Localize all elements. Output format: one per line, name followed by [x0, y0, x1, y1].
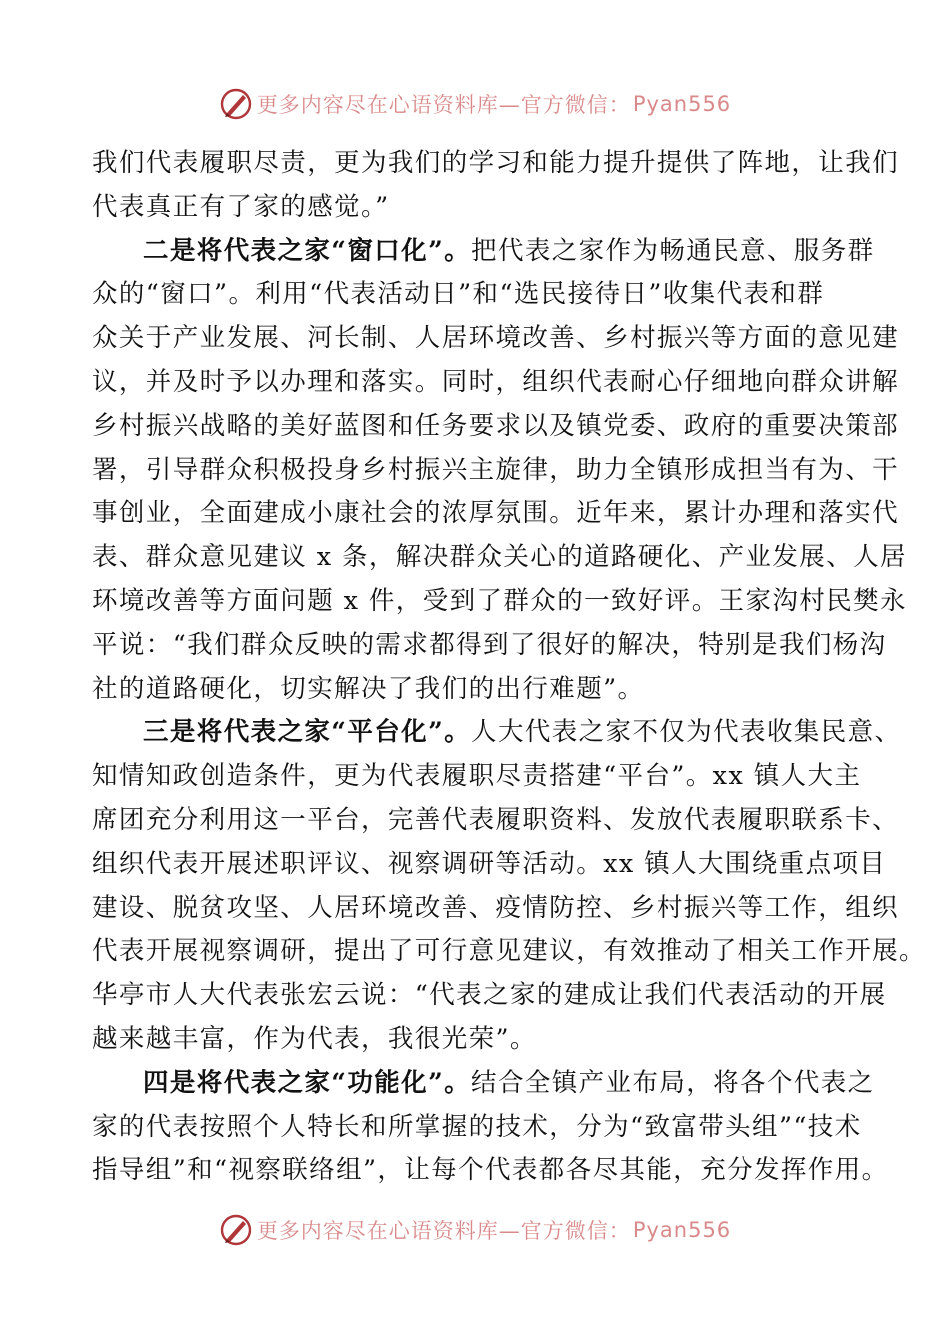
paragraph-2-line-5: 乡村振兴战略的美好蓝图和任务要求以及镇党委、政府的重要决策部 [92, 410, 900, 441]
paragraph-2-line-2: 众的“窗口”。利用“代表活动日”和“选民接待日”收集代表和群 [92, 279, 825, 310]
paragraph-3-heading: 三是将代表之家“平台化”。 [143, 717, 472, 748]
footer-banner [0, 1208, 950, 1252]
paragraph-1 [92, 142, 900, 230]
paragraph-2-line-10: 平说：“我们群众反映的需求都得到了很好的解决，特别是我们杨沟 [92, 629, 887, 660]
paragraph-2-line-9: 环境改善等方面问题 x 件，受到了群众的一致好评。王家沟村民樊永 [92, 585, 907, 616]
footer-wechat-id: Pyan556 [632, 1218, 732, 1242]
paragraph-2-heading: 二是将代表之家“窗口化”。 [143, 235, 472, 266]
paragraph-2-line-6: 署，引导群众积极投身乡村振兴主旋律，助力全镇形成担当有为、干 [92, 454, 900, 485]
paragraph-4 [92, 1062, 889, 1193]
paragraph-4-heading: 四是将代表之家“功能化”。 [143, 1067, 472, 1098]
paragraph-2-line-4: 议，并及时予以办理和落实。同时，组织代表耐心仔细地向群众讲解 [92, 366, 900, 397]
document-body [92, 142, 926, 1193]
paragraph-1-line-1: 我们代表履职尽责，更为我们的学习和能力提升提供了阵地，让我们 [92, 148, 900, 178]
paragraph-3-line-2: 知情知政创造条件，更为代表履职尽责搭建“平台”。xx 镇人大主 [92, 761, 862, 792]
paragraph-2-line-11: 社的道路硬化，切实解决了我们的出行难题”。 [92, 673, 645, 704]
paragraph-3-line-1: 人大代表之家不仅为代表收集民意、 [471, 717, 902, 748]
header-banner-text: 更多内容尽在心语资料库—官方微信： [256, 93, 631, 117]
pen-logo-icon [219, 1213, 253, 1247]
paragraph-2-line-3: 众关于产业发展、河长制、人居环境改善、乡村振兴等方面的意见建 [92, 323, 900, 354]
paragraph-3-line-6: 代表开展视察调研，提出了可行意见建议，有效推动了相关工作开展。 [92, 936, 926, 967]
paragraph-3-line-7: 华亭市人大代表张宏云说：“代表之家的建成让我们代表活动的开展 [92, 980, 887, 1011]
paragraph-2-line-7: 事创业，全面建成小康社会的浓厚氛围。近年来，累计办理和落实代 [92, 498, 900, 529]
pen-logo-icon [219, 87, 253, 121]
paragraph-4-line-3: 指导组”和“视察联络组”，让每个代表都各尽其能，充分发挥作用。 [92, 1155, 889, 1186]
paragraph-2-line-1: 把代表之家作为畅通民意、服务群 [471, 235, 875, 266]
paragraph-2 [92, 230, 907, 712]
paragraph-3-line-3: 席团充分利用这一平台，完善代表履职资料、发放代表履职联系卡、 [92, 804, 900, 835]
footer-banner-text: 更多内容尽在心语资料库—官方微信： [256, 1219, 631, 1243]
paragraph-3-line-5: 建设、脱贫攻坚、人居环境改善、疫情防控、乡村振兴等工作，组织 [92, 892, 900, 923]
paragraph-1-line-2: 代表真正有了家的感觉。” [92, 191, 390, 222]
paragraph-3-line-8: 越来越丰富，作为代表，我很光荣”。 [92, 1023, 537, 1054]
paragraph-3 [92, 711, 926, 1061]
paragraph-3-line-4: 组织代表开展述职评议、视察调研等活动。xx 镇人大围绕重点项目 [92, 848, 887, 879]
paragraph-4-line-1: 结合全镇产业布局，将各个代表之 [471, 1067, 875, 1098]
header-wechat-id: Pyan556 [632, 92, 732, 116]
paragraph-2-line-8: 表、群众意见建议 x 条，解决群众关心的道路硬化、产业发展、人居 [92, 542, 907, 573]
header-banner [0, 82, 950, 126]
paragraph-4-line-2: 家的代表按照个人特长和所掌握的技术，分为“致富带头组”“技术 [92, 1111, 862, 1142]
